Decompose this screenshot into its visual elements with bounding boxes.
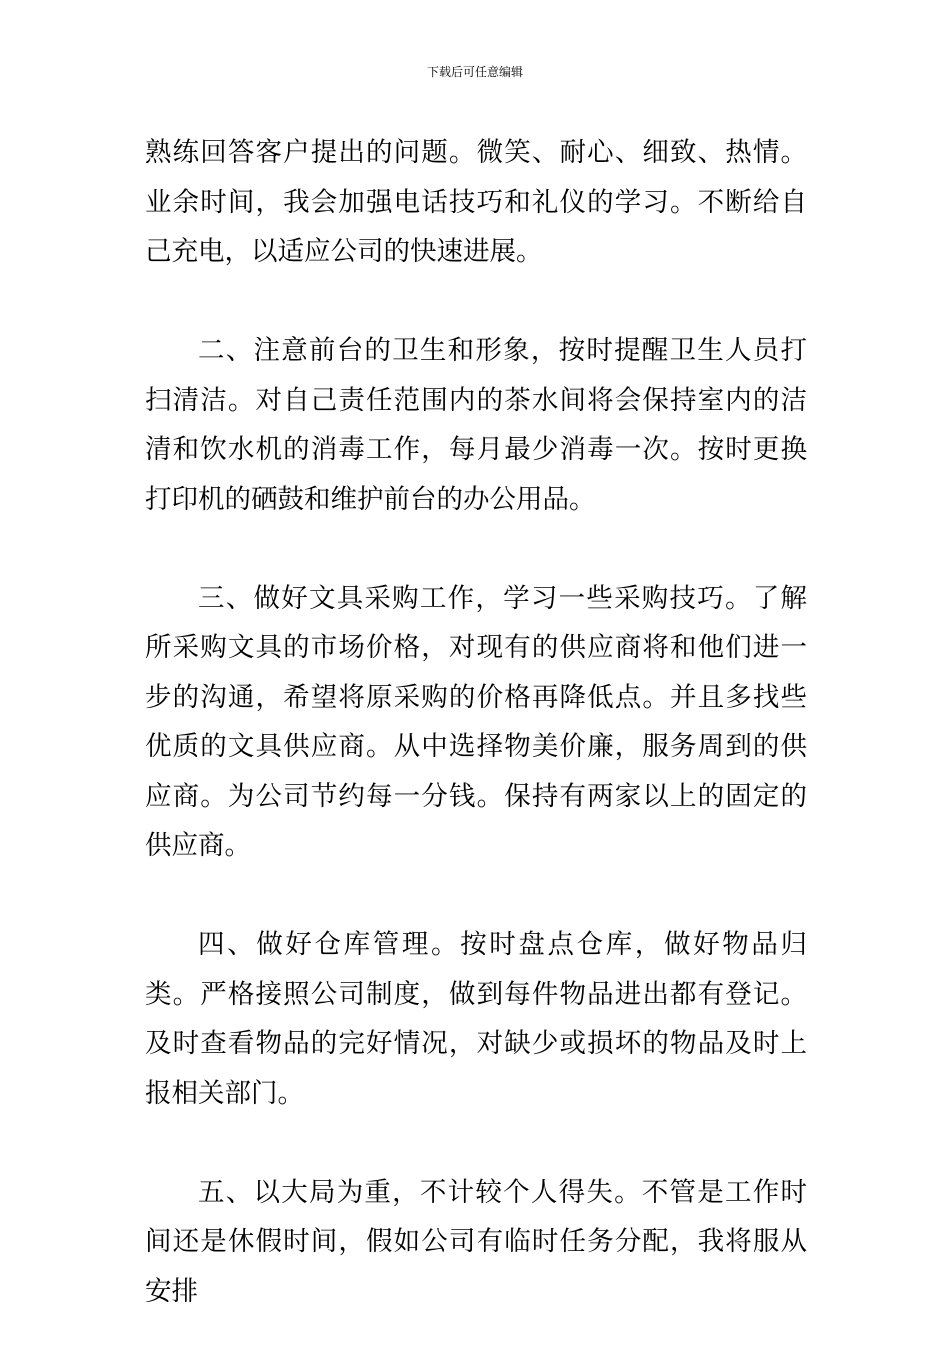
- document-body: [145, 128, 807, 1366]
- paragraph-2: 二、注意前台的卫生和形象，按时提醒卫生人员打扫清洁。对自己责任范围内的茶水间将会保持室内的洁清和饮水机的消毒工作，每月最少消毒一次。按时更换打印机的硒鼓和维护前台的办公用品。: [145, 335, 807, 515]
- page-header: 下载后可任意编辑: [426, 65, 523, 79]
- paragraph-3: 三、做好文具采购工作，学习一些采购技巧。了解所采购文具的市场价格，对现有的供应商将和他们进一步的沟通，希望将原采购的价格再降低点。并且多找些优质的文具供应商。从中选择物美价廉，服务周到的供应商。为公司节约每一分钱。保持有两家以上的固定的供应商。: [145, 582, 807, 861]
- paragraph-5: 五、以大局为重，不计较个人得失。不管是工作时间还是休假时间，假如公司有临时任务分配，我将服从安排: [145, 1176, 807, 1307]
- paragraph-1: 熟练回答客户提出的问题。微笑、耐心、细致、热情。业余时间，我会加强电话技巧和礼仪的学习。不断给自己充电，以适应公司的快速进展。: [145, 137, 807, 267]
- paragraph-4: 四、做好仓库管理。按时盘点仓库，做好物品归类。严格接照公司制度，做到每件物品进出都有登记。及时查看物品的完好情况，对缺少或损坏的物品及时上报相关部门。: [145, 929, 807, 1109]
